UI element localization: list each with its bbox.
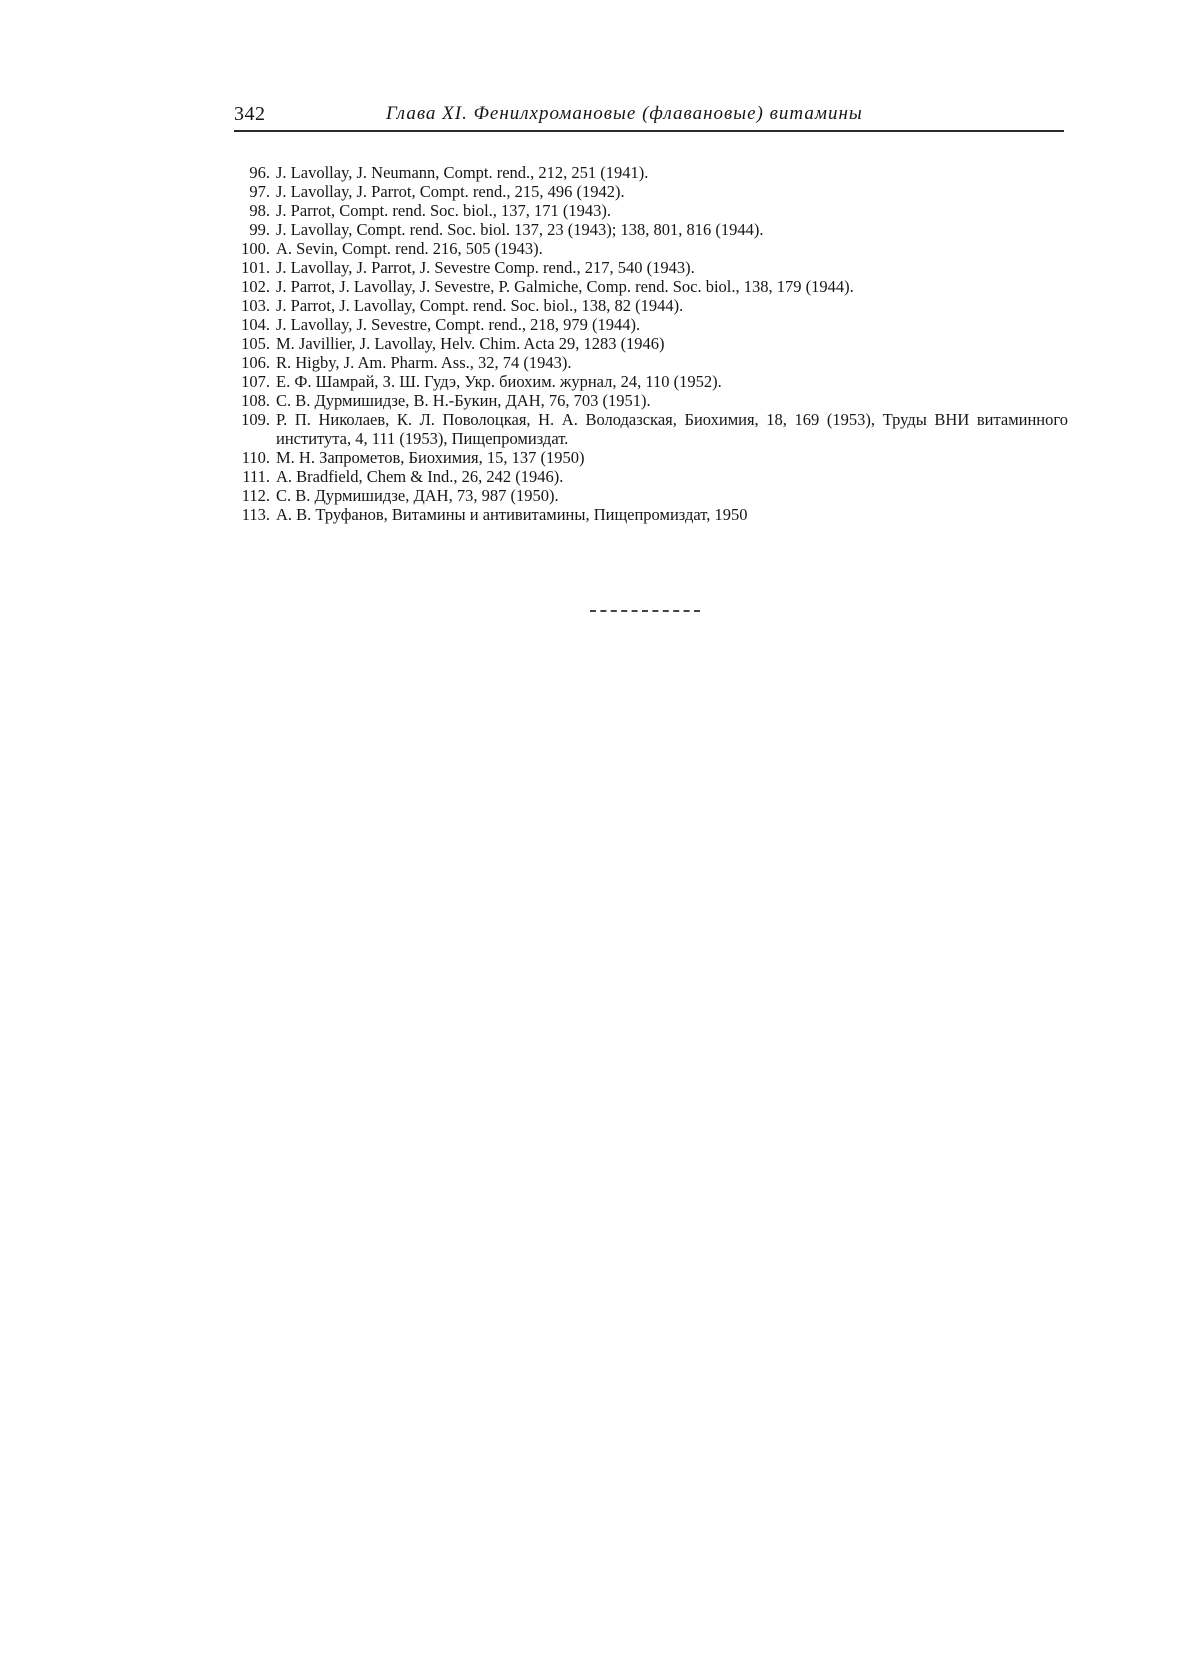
reference-item <box>232 353 1068 372</box>
reference-item <box>232 410 1068 448</box>
reference-number: 97. <box>249 182 270 201</box>
reference-number: 106. <box>241 353 270 372</box>
reference-item <box>232 467 1068 486</box>
reference-item <box>232 334 1068 353</box>
reference-number: 100. <box>241 239 270 258</box>
reference-text: С. В. Дурмишидзе, ДАН, 73, 987 (1950). <box>276 486 559 505</box>
reference-item <box>232 239 1068 258</box>
reference-number: 98. <box>249 201 270 220</box>
reference-text: R. Higby, J. Am. Pharm. Ass., 32, 74 (1943). <box>276 353 572 372</box>
reference-number: 103. <box>241 296 270 315</box>
reference-text: J. Lavollay, J. Parrot, Compt. rend., 215, 496 (1942). <box>276 182 625 201</box>
reference-item <box>232 258 1068 277</box>
reference-number: 107. <box>241 372 270 391</box>
reference-text: A. Bradfield, Chem & Ind., 26, 242 (1946). <box>276 467 564 486</box>
reference-text: С. В. Дурмишидзе, В. Н.-Букин, ДАН, 76, 703 (1951). <box>276 391 651 410</box>
end-of-text-mark <box>590 610 700 612</box>
reference-text: А. В. Труфанов, Витамины и антивитамины, Пищепромиздат, 1950 <box>276 505 748 524</box>
reference-text: J. Lavollay, J. Neumann, Compt. rend., 212, 251 (1941). <box>276 163 649 182</box>
reference-number: 99. <box>249 220 270 239</box>
reference-list <box>232 163 1068 524</box>
page-number: 342 <box>234 103 266 125</box>
reference-number: 109. <box>241 410 270 429</box>
reference-text: A. Sevin, Compt. rend. 216, 505 (1943). <box>276 239 543 258</box>
reference-text: J. Parrot, Compt. rend. Soc. biol., 137, 171 (1943). <box>276 201 612 220</box>
reference-number: 111. <box>242 467 270 486</box>
header-rule <box>234 130 1064 132</box>
reference-item <box>232 220 1068 239</box>
chapter-title: Глава XI. Фенилхромановые (флавановые) витамины <box>386 103 863 124</box>
reference-text: J. Lavollay, J. Parrot, J. Sevestre Comp. rend., 217, 540 (1943). <box>276 258 695 277</box>
reference-number: 108. <box>241 391 270 410</box>
reference-text: Е. Ф. Шамрай, З. Ш. Гудэ, Укр. биохим. журнал, 24, 110 (1952). <box>276 372 722 391</box>
reference-item <box>232 163 1068 182</box>
reference-item <box>232 372 1068 391</box>
reference-number: 112. <box>241 486 270 505</box>
reference-text: М. Н. Запрометов, Биохимия, 15, 137 (1950) <box>276 448 585 467</box>
reference-number: 101. <box>241 258 270 277</box>
reference-text: J. Parrot, J. Lavollay, J. Sevestre, P. Galmiche, Comp. rend. Soc. biol., 138, 179 (1944). <box>276 277 854 296</box>
reference-item <box>232 391 1068 410</box>
reference-item <box>232 486 1068 505</box>
reference-number: 96. <box>249 163 270 182</box>
reference-number: 105. <box>241 334 270 353</box>
reference-item <box>232 277 1068 296</box>
reference-number: 110. <box>241 448 270 467</box>
reference-item <box>232 296 1068 315</box>
reference-text: J. Lavollay, J. Sevestre, Compt. rend., 218, 979 (1944). <box>276 315 641 334</box>
reference-item <box>232 182 1068 201</box>
reference-text: J. Parrot, J. Lavollay, Compt. rend. Soc. biol., 138, 82 (1944). <box>276 296 684 315</box>
reference-number: 102. <box>241 277 270 296</box>
reference-text: M. Javillier, J. Lavollay, Helv. Chim. Acta 29, 1283 (1946) <box>276 334 665 353</box>
reference-number: 113. <box>241 505 270 524</box>
reference-text: J. Lavollay, Compt. rend. Soc. biol. 137, 23 (1943); 138, 801, 816 (1944). <box>276 220 764 239</box>
reference-text: Р. П. Николаев, К. Л. Поволоцкая, Н. А. Володазская, Биохимия, 18, 169 (1953), Труды ВНИ витаминного института, 4, 111 (1953), Пищепромиздат. <box>276 410 1068 448</box>
reference-item <box>232 505 1068 524</box>
running-head <box>234 103 1064 129</box>
reference-item <box>232 315 1068 334</box>
reference-number: 104. <box>241 315 270 334</box>
reference-item <box>232 448 1068 467</box>
reference-item <box>232 201 1068 220</box>
